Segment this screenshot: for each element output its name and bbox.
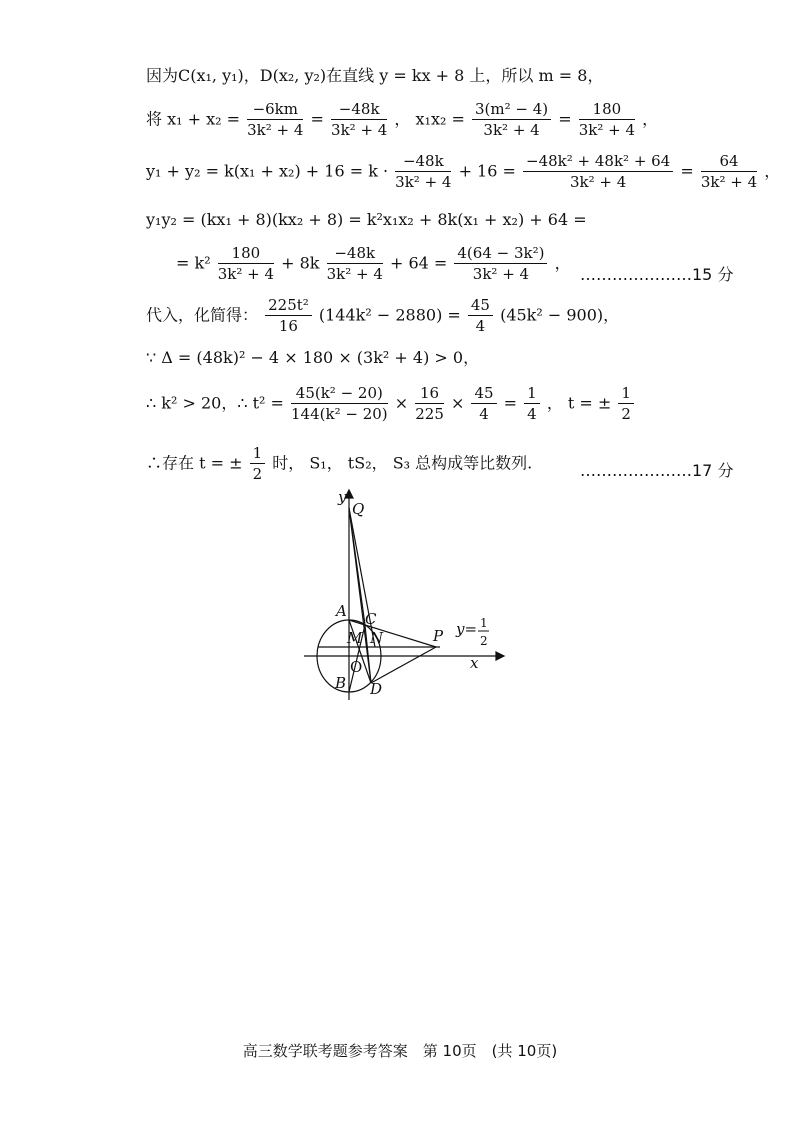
numerator: 4(64 − 3k²) bbox=[454, 246, 547, 264]
numerator: 225t² bbox=[265, 298, 312, 316]
denominator: 3k² + 4 bbox=[395, 173, 452, 191]
text: + 16 = bbox=[458, 161, 516, 181]
numerator: 1 bbox=[250, 446, 266, 464]
denominator: 4 bbox=[475, 317, 486, 335]
score-15: …………………15 分 bbox=[580, 265, 734, 284]
text: + 8k bbox=[281, 253, 320, 273]
label-Q: Q bbox=[352, 500, 365, 518]
equals: = bbox=[310, 109, 324, 129]
numerator: −6km bbox=[247, 102, 303, 120]
text: (45k² − 900)， bbox=[500, 305, 620, 325]
denominator: 2 bbox=[621, 405, 631, 423]
text: 代入，化简得： bbox=[146, 305, 259, 325]
label-line-prefix: y= bbox=[456, 620, 478, 638]
text: = k² bbox=[176, 253, 211, 273]
denominator: 16 bbox=[278, 317, 298, 335]
x-axis-arrow bbox=[496, 652, 504, 660]
text: ， t = ± bbox=[546, 393, 612, 413]
numerator: 1 bbox=[524, 386, 540, 404]
numerator: −48k bbox=[395, 154, 451, 172]
numerator: 3(m² − 4) bbox=[472, 102, 551, 120]
label-D: D bbox=[370, 680, 383, 698]
text: 将 x₁ + x₂ = bbox=[146, 109, 241, 129]
denominator: 3k² + 4 bbox=[326, 265, 383, 283]
numerator: 1 bbox=[618, 386, 634, 404]
text: y₁y₂ = (kx₁ + 8)(kx₂ + 8) = k²x₁x₂ + 8k(x₁ + x₂) + 64 = bbox=[146, 210, 587, 229]
text: ∵ Δ = (48k)² − 4 × 180 × (3k² + 4) > 0， bbox=[146, 348, 480, 367]
label-O: O bbox=[350, 658, 363, 676]
denominator: 3k² + 4 bbox=[483, 121, 540, 139]
page-footer: 高三数学联考题参考答案 第 10页 (共 10页) bbox=[242, 1042, 558, 1060]
equals: = bbox=[503, 393, 518, 413]
label-x-axis: x bbox=[470, 654, 479, 672]
numerator: 45 bbox=[468, 298, 493, 316]
text: + 64 = bbox=[389, 253, 448, 273]
text: 因为C(x₁, y₁)，D(x₂, y₂)在直线 y = kx + 8 上，所以 m = 8， bbox=[146, 66, 604, 85]
label-M: M bbox=[347, 629, 363, 647]
denominator: 4 bbox=[479, 405, 489, 423]
numerator: 45(k² − 20) bbox=[291, 386, 388, 404]
denominator: 3k² + 4 bbox=[569, 173, 627, 191]
label-A: A bbox=[336, 602, 347, 620]
denominator: 3k² + 4 bbox=[331, 121, 388, 139]
denominator: 2 bbox=[252, 465, 263, 483]
text: ∴ k² > 20，∴ t² = bbox=[146, 393, 284, 413]
times: × bbox=[394, 393, 409, 413]
denominator: 225 bbox=[415, 405, 444, 423]
times: × bbox=[450, 393, 465, 413]
denominator: 4 bbox=[527, 405, 537, 423]
label-P: P bbox=[433, 627, 444, 645]
denominator: 3k² + 4 bbox=[217, 265, 274, 283]
equals: = bbox=[680, 161, 694, 181]
label-line-num: 1 bbox=[480, 616, 488, 630]
score-17: …………………17 分 bbox=[580, 461, 734, 480]
numerator: −48k² + 48k² + 64 bbox=[523, 154, 673, 172]
numerator: 64 bbox=[701, 154, 757, 172]
denominator: 144(k² − 20) bbox=[291, 405, 388, 423]
numerator: −48k bbox=[331, 102, 387, 120]
denominator: 3k² + 4 bbox=[472, 265, 530, 283]
segment-QD bbox=[349, 508, 371, 683]
numerator: 16 bbox=[415, 386, 444, 404]
denominator: 3k² + 4 bbox=[700, 173, 758, 191]
text: ， bbox=[642, 109, 659, 129]
label-B: B bbox=[335, 674, 347, 692]
text: ， x₁x₂ = bbox=[394, 109, 465, 129]
text: (144k² − 2880) = bbox=[318, 305, 461, 325]
text: ， bbox=[764, 161, 781, 181]
denominator: 3k² + 4 bbox=[578, 121, 636, 139]
text: ∴存在 t = ± bbox=[146, 453, 243, 473]
label-y-axis: y bbox=[338, 488, 347, 506]
numerator: 180 bbox=[579, 102, 635, 120]
numerator: 180 bbox=[218, 246, 274, 264]
numerator: 45 bbox=[471, 386, 496, 404]
text: 时， S₁， tS₂， S₃ 总构成等比数列. bbox=[272, 453, 533, 473]
denominator: 3k² + 4 bbox=[247, 121, 304, 139]
numerator: −48k bbox=[327, 246, 383, 264]
text: y₁ + y₂ = k(x₁ + x₂) + 16 = k · bbox=[146, 161, 389, 181]
label-C: C bbox=[365, 610, 377, 628]
label-line-den: 2 bbox=[480, 634, 488, 648]
equals: = bbox=[558, 109, 572, 129]
label-N: N bbox=[370, 629, 384, 647]
text: ， bbox=[554, 253, 571, 273]
